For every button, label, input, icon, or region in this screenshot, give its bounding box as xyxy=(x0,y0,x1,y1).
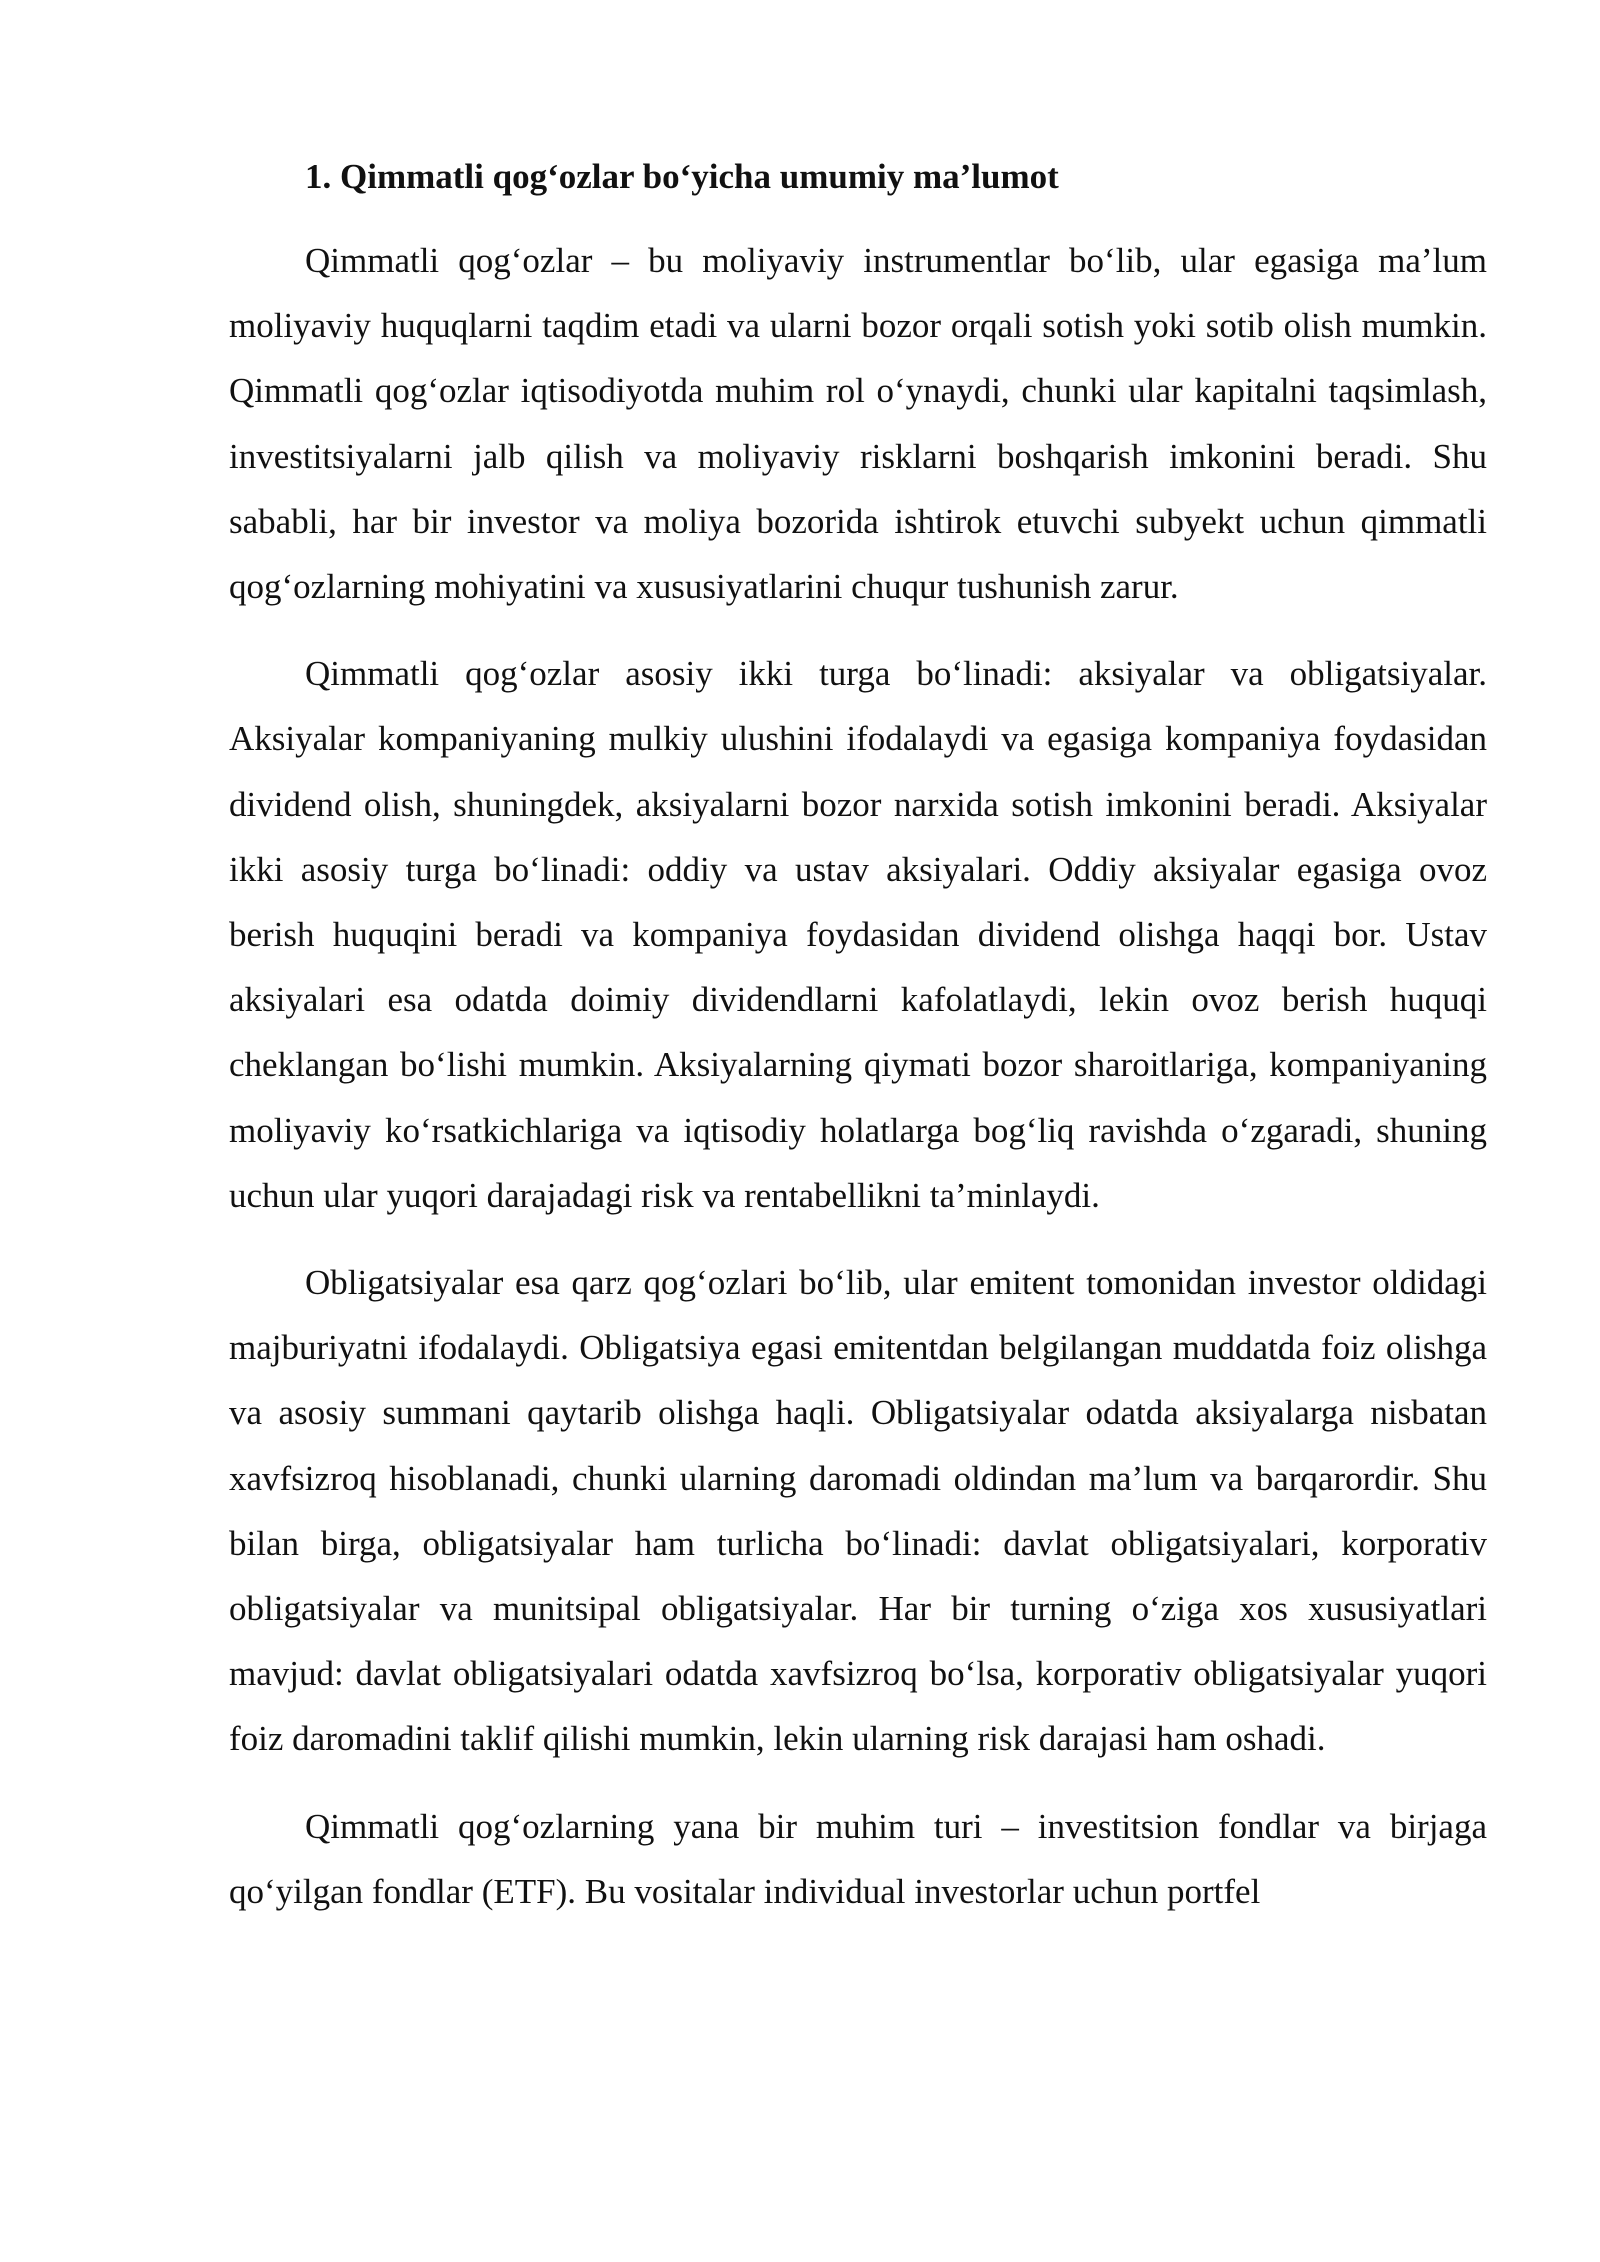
paragraph-bonds: Obligatsiyalar esa qarz qog‘ozlari bo‘lib, ular emitent tomonidan investor oldidagi majburiyatni ifodalaydi. Obligatsiya egasi emitentdan belgilangan muddatda foiz olishga va asosiy summani qaytarib olishga haqli. Obligatsiyalar odatda aksiyalarga nisbatan xavfsizroq hisoblanadi, chunki ularning daromadi oldindan ma’lum va barqarordir. Shu bilan birga, obligatsiyalar ham turlicha bo‘linadi: davlat obligatsiyalari, korporativ obligatsiyalar va munitsipal obligatsiyalar. Har bir turning o‘ziga xos xususiyatlari mavjud: davlat obligatsiyalari odatda xavfsizroq bo‘lsa, korporativ obligatsiyalar yuqori foiz daromadini taklif qilishi mumkin, lekin ularning risk darajasi ham oshadi. xyxy=(229,1263,1487,1759)
paragraph-stocks: Qimmatli qog‘ozlar asosiy ikki turga bo‘linadi: aksiyalar va obligatsiyalar. Aksiyalar kompaniyaning mulkiy ulushini ifodalaydi va egasiga kompaniya foydasidan dividend olish, shuningdek, aksiyalarni bozor narxida sotish imkonini beradi. Aksiyalar ikki asosiy turga bo‘linadi: oddiy va ustav aksiyalari. Oddiy aksiyalar egasiga ovoz berish huquqini beradi va kompaniya foydasidan dividend olishga haqqi bor. Ustav aksiyalari esa odatda doimiy dividendlarni kafolatlaydi, lekin ovoz berish huquqi cheklangan bo‘lishi mumkin. Aksiyalarning qiymati bozor sharoitlariga, kompaniyaning moliyaviy ko‘rsatkichlariga va iqtisodiy holatlarga bog‘liq ravishda o‘zgaradi, shuning uchun ular yuqori darajadagi risk va rentabellikni ta’minlaydi. xyxy=(229,654,1487,1215)
paragraph-securities-overview: Qimmatli qog‘ozlar – bu moliyaviy instrumentlar bo‘lib, ular egasiga ma’lum moliyaviy huquqlarni taqdim etadi va ularni bozor orqali sotish yoki sotib olish mumkin. Qimmatli qog‘ozlar iqtisodiyotda muhim rol o‘ynaydi, chunki ular kapitalni taqsimlash, investitsiyalarni jalb qilish va moliyaviy risklarni boshqarish imkonini beradi. Shu sababli, har bir investor va moliya bozorida ishtirok etuvchi subyekt uchun qimmatli qog‘ozlarning mohiyatini va xususiyatlarini chuqur tushunish zarur. xyxy=(229,241,1487,607)
document-body xyxy=(229,148,1487,1946)
section-heading: 1. Qimmatli qog‘ozlar bo‘yicha umumiy ma’lumot xyxy=(305,157,1059,196)
paragraph-funds: Qimmatli qog‘ozlarning yana bir muhim turi – investitsion fondlar va birjaga qo‘yilgan fondlar (ETF). Bu vositalar individual investorlar uchun portfel xyxy=(229,1806,1487,1911)
